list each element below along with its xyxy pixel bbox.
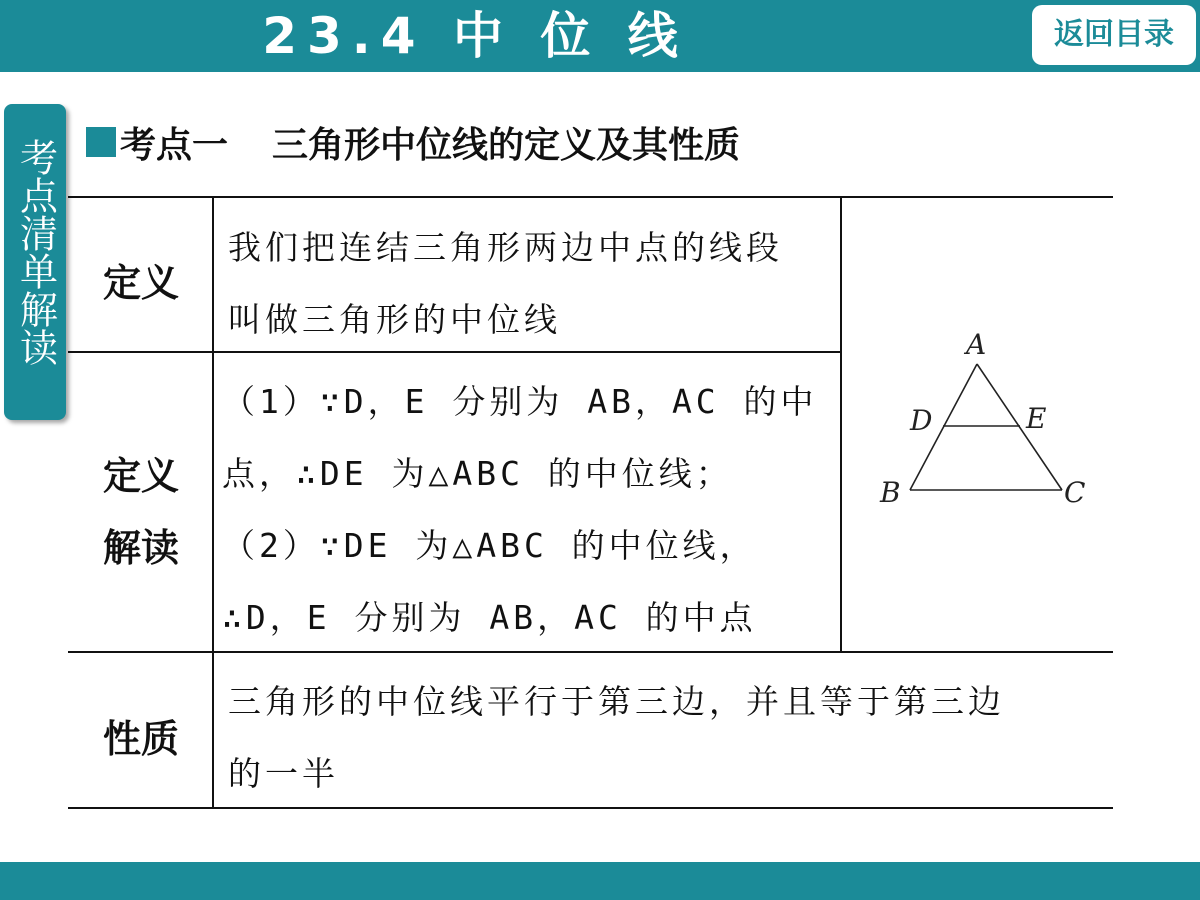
side-ac [977,364,1062,490]
definition-text: 我们把连结三角形两边中点的线段 叫做三角形的中位线 [228,228,783,339]
triangle-diagram [840,320,1110,530]
point-c-label: C [1064,476,1086,509]
row-label-property: 性质 [102,717,179,761]
side-tab-label: 考点清单解读 [13,138,58,366]
lesson-title: 23.4 中 位 线 [262,7,688,65]
row-label-definition: 定义 [102,261,179,305]
section-title: 三角形中位线的定义及其性质 [272,124,741,166]
point-e-label: E [1026,402,1047,435]
property-text: 三角形的中位线平行于第三边，并且等于第三边 的一半 [228,682,1005,793]
interpretation-text: （1）∵D，E 分别为 AB，AC 的中 点，∴DE 为△ABC 的中位线； （2）∵DE 为△ABC 的中位线， ∴D，E 分别为 AB，AC 的中点 [222,382,818,637]
point-a-label: A [966,328,987,361]
point-b-label: B [880,476,901,509]
back-to-contents-button[interactable]: 返回目录 [1032,5,1196,65]
section-label: 考点一 [120,124,229,166]
footer-bar [0,862,1200,900]
point-d-label: D [910,404,933,437]
row-label-interpretation: 定义 解读 [102,454,179,570]
